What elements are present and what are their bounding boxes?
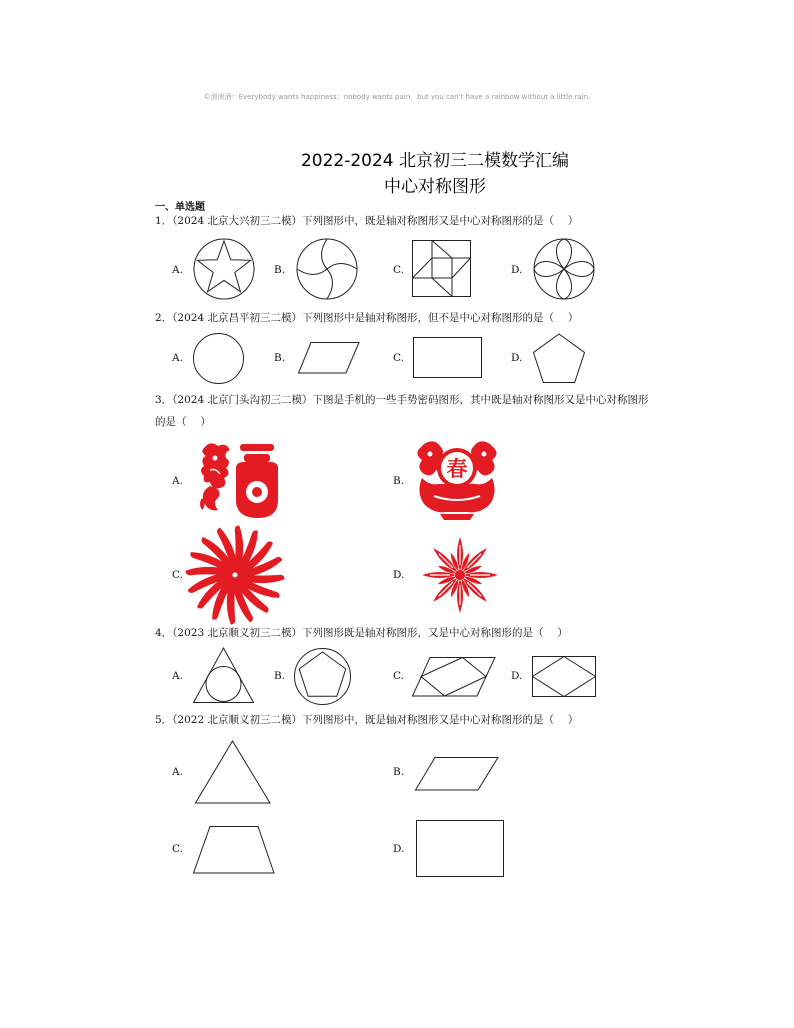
q5-figure-b-parallelogram [415, 757, 499, 791]
q2-figure-a-circle [193, 333, 245, 385]
q3-figure-c-swirl-papercut [196, 536, 274, 614]
page-title: 2022-2024 北京初三二模数学汇编 [300, 151, 570, 171]
q1-figure-a-star-in-circle [193, 238, 255, 300]
q5-option-c-label: C. [172, 843, 183, 855]
q4-figure-c-parallelogram-rhombus [412, 657, 496, 697]
q4-option-d-label: D. [511, 670, 523, 682]
q1-option-b-label: B. [274, 264, 286, 276]
question-1-text: 1．（2024 北京大兴初三二模）下列图形中，既是轴对称图形又是中心对称图形的是（ ） [155, 215, 579, 227]
q5-option-b-label: B. [393, 766, 405, 778]
q4-option-b-label: B. [274, 670, 286, 682]
q2-figure-c-rectangle [413, 337, 483, 379]
q4-option-c-label: C. [393, 670, 404, 682]
question-3-text-cont: 的是（ ） [155, 416, 211, 428]
q2-figure-d-pentagon [532, 333, 586, 385]
q2-option-d-label: D. [511, 352, 523, 364]
q3-option-d-label: D. [393, 569, 405, 581]
q4-option-a-label: A. [172, 670, 183, 682]
q5-option-a-label: A. [172, 766, 183, 778]
q5-figure-c-trapezoid [193, 826, 275, 874]
q3-option-a-label: A. [172, 475, 183, 487]
question-2-text: 2．（2024 北京昌平初三二模）下列图形中是轴对称图形，但不是中心对称图形的是（ ） [155, 312, 579, 324]
q1-figure-d-petal-circle [533, 238, 595, 300]
q3-figure-a-dragon-papercut [196, 440, 280, 520]
q2-option-c-label: C. [393, 352, 404, 364]
q5-figure-a-triangle [195, 740, 271, 804]
q2-option-a-label: A. [172, 352, 183, 364]
section-heading: 一、单选题 [155, 202, 205, 213]
question-3-text: 3．（2024 北京门头沟初三二模）下图是手机的一些手势密码图形，其中既是轴对称图形又是中心对称图形 [155, 394, 649, 406]
question-4-text: 4．（2023 北京顺义初三二模）下列图形既是轴对称图形，又是中心对称图形的是（ ） [155, 627, 568, 639]
q1-option-d-label: D. [511, 264, 523, 276]
q5-figure-d-rectangle [416, 820, 504, 878]
q4-figure-d-rectangle-rhombus [532, 656, 597, 698]
q1-figure-c-square-pinwheel [412, 240, 472, 298]
q4-figure-b-circle-pentagon [294, 648, 352, 706]
q1-option-c-label: C. [393, 264, 404, 276]
q3-figure-d-flower-papercut [420, 535, 500, 615]
q2-figure-b-parallelogram [298, 342, 360, 374]
q2-option-b-label: B. [274, 352, 286, 364]
q4-figure-a-triangle-circle [193, 647, 255, 704]
q1-option-a-label: A. [172, 264, 183, 276]
q3-option-c-label: C. [172, 569, 183, 581]
question-5-text: 5．（2022 北京顺义初三二模）下列图形中，既是轴对称图形又是中心对称图形的是（ ） [155, 714, 579, 726]
q5-option-d-label: D. [393, 843, 405, 855]
q3-figure-b-spring-papercut [414, 438, 500, 520]
page-subtitle: 中心对称图形 [384, 177, 486, 197]
q1-figure-b-pinwheel-circle [296, 238, 358, 300]
watermark: ©滚滚酒：Everybody wants happiness；nobody wants pain，but you can't have a rainbow without a little rain. [203, 93, 591, 101]
q3-option-b-label: B. [393, 475, 405, 487]
q3-figure-b-character: 春 [446, 457, 468, 481]
